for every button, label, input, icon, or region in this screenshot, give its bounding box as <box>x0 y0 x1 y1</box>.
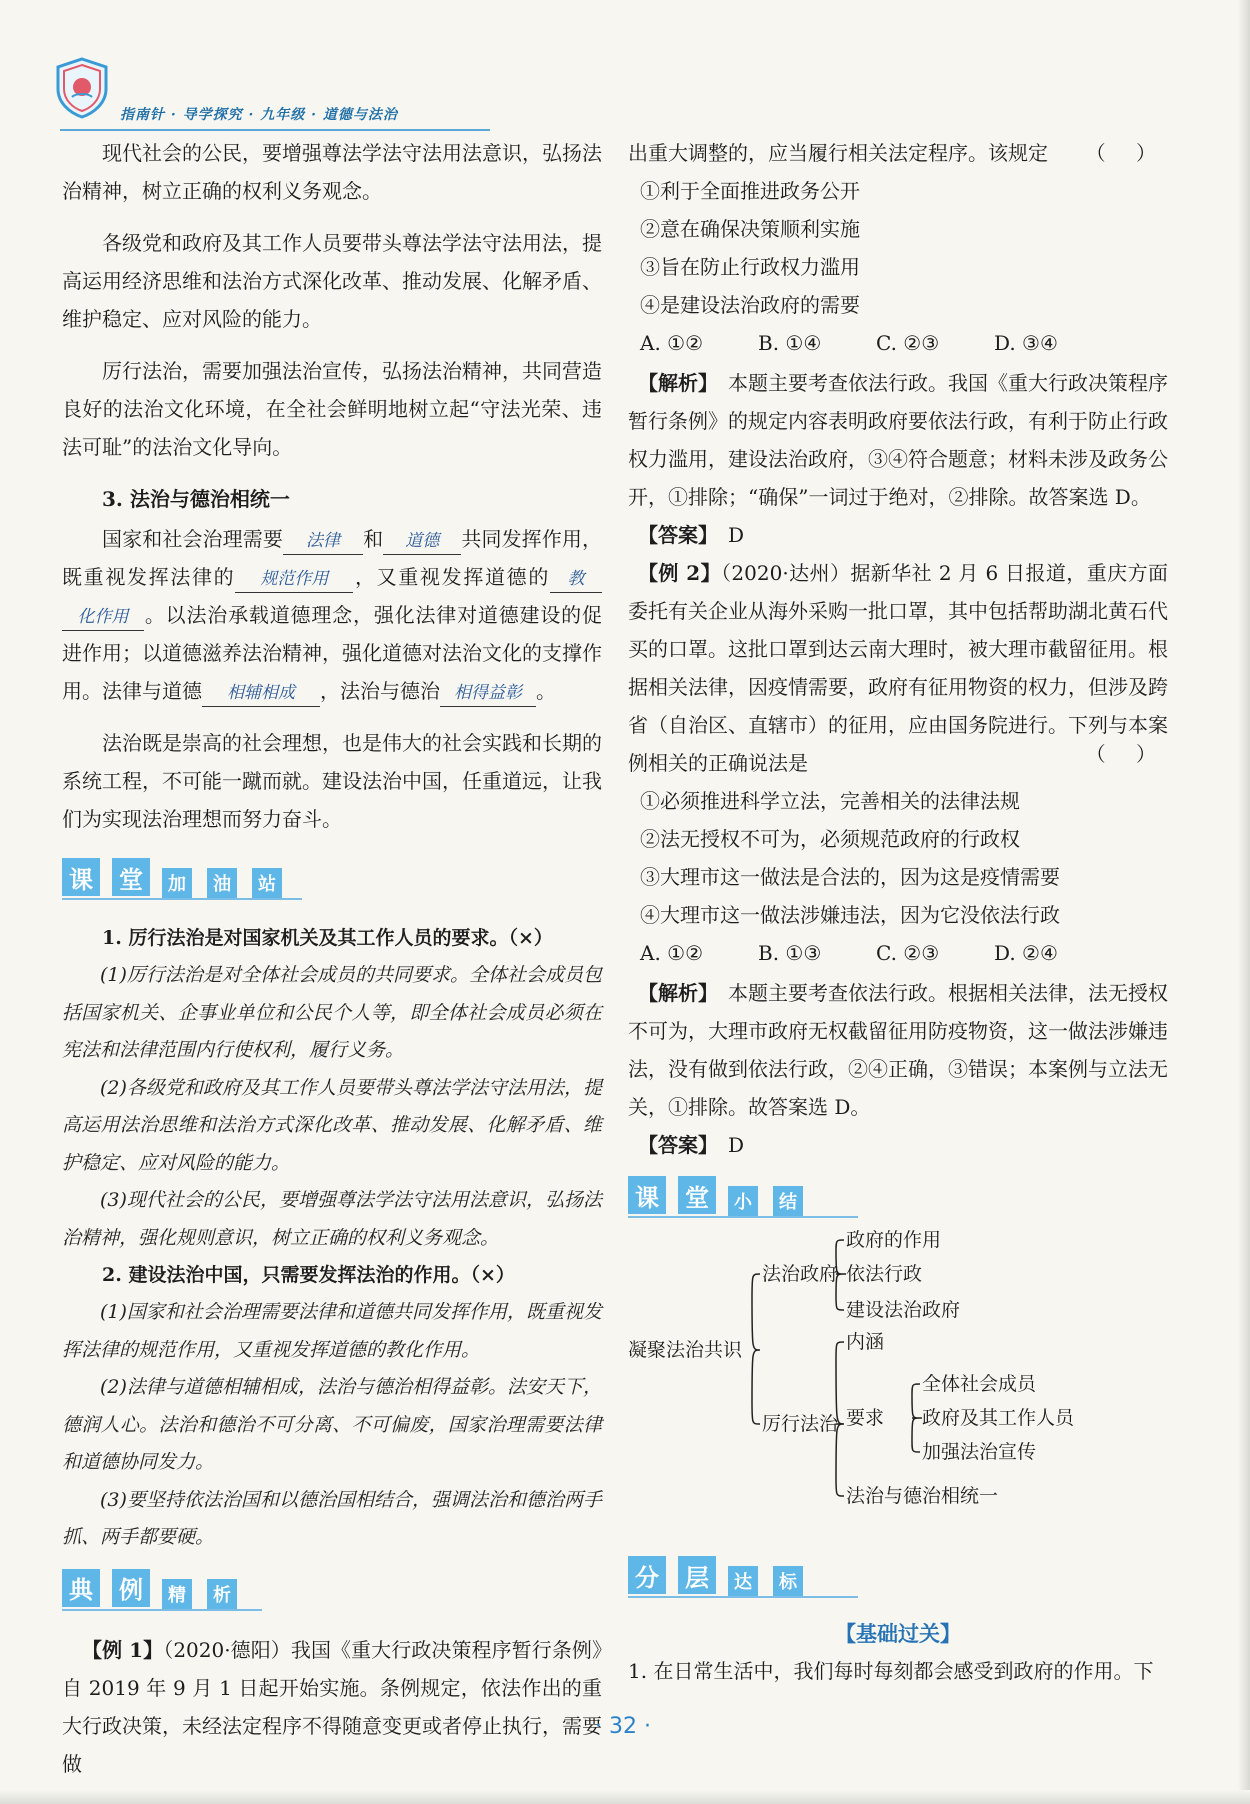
tree-node-rule: 厉行法治 <box>762 1413 839 1435</box>
tree-leaf: 政府的作用 <box>846 1229 942 1251</box>
choice: C. ②③ <box>876 331 940 355</box>
option: ④大理市这一做法涉嫌违法，因为它没依法行政 <box>640 903 1060 927</box>
answer-parenthesis: （ ） <box>1085 742 1168 766</box>
example-tag: 【例 1】 <box>82 1637 164 1662</box>
banner-tiered-goals <box>628 1552 1168 1608</box>
fill-in-paragraph: 国家和社会治理需要 法律 和 道德 共同发挥作用，既重视发挥法律的 规范作用 ，又重视发挥道德的 教化作用 。以法治承载道德理念，强化法律对道德建设的促进作用；以道德滋养法治精神，强化道德对法治文化的支撑作用。法律与道德 相辅相成 ，法治与德治 相得益彰 。 <box>62 520 602 710</box>
option-list <box>628 782 1168 934</box>
answer: 【答案】 D <box>638 1133 745 1157</box>
true-false-question: 2. 建设法治中国，只需要发挥法治的作用。（×） <box>102 1264 515 1286</box>
answer-parenthesis: （ ） <box>1085 141 1168 165</box>
banner-tile: 层 <box>678 1556 716 1594</box>
section-heading: 3. 法治与德治相统一 <box>102 487 290 511</box>
answer-tag: 【答案】 <box>638 1133 708 1157</box>
paragraph: 法治既是崇高的社会理想，也是伟大的社会实践和长期的系统工程，不可能一蹴而就。建设法治中国，任重道远，让我们为实现法治理想而努力奋斗。 <box>62 731 602 831</box>
option: ③大理市这一做法是合法的，因为这是疫情需要 <box>640 865 1060 889</box>
blank-answer: 道德 <box>383 528 461 555</box>
blank-answer: 化作用 <box>62 604 144 631</box>
banner-tile: 堂 <box>678 1176 716 1214</box>
option: ②法无授权不可为，必须规范政府的行政权 <box>640 827 1020 851</box>
banner-tile: 析 <box>207 1579 237 1609</box>
banner-class-summary <box>628 1172 1168 1228</box>
choice: D. ③④ <box>994 331 1058 355</box>
exercise-question: 1. 在日常生活中，我们每时每刻都会感受到政府的作用。下 <box>628 1659 1154 1683</box>
blank-answer: 规范作用 <box>235 566 353 593</box>
blank-answer: 相得益彰 <box>440 680 536 707</box>
tree-leaf: 加强法治宣传 <box>922 1441 1037 1463</box>
tree-leaf: 内涵 <box>846 1331 885 1353</box>
option: ②意在确保决策顺利实施 <box>640 217 860 241</box>
page-number: · 32 · <box>595 1714 651 1739</box>
example-question: 【例 2】（2020·达州）据新华社 2 月 6 日报道，重庆方面委托有关企业从海外采购一批口罩，其中包括帮助湖北黄石代买的口罩。这批口罩到达云南大理时，被大理市截留征用。根据相关法律，因疫情需要，政府有征用物资的权力，但涉及跨省（自治区、直辖市）的征用，应由国务院进行。下列与本案例相关的正确说法是 <box>628 561 1168 775</box>
option: ①利于全面推进政务公开 <box>640 179 860 203</box>
tree-leaf: 政府及其工作人员 <box>922 1407 1075 1429</box>
example-question: 【例 1】（2020·德阳）我国《重大行政决策程序暂行条例》自 2019 年 9 月 1 日起开始实施。条例规定，依法作出的重大行政决策，未经法定程序不得随意变更或者停止执行，需要做 <box>62 1637 602 1776</box>
handwritten-explanation: (2)法律与道德相辅相成，法治与德治相得益彰。法安天下，德润人心。法治和德治不可分离、不可偏废，国家治理需要法律和道德协同发力。 <box>62 1376 602 1473</box>
banner-tile: 典 <box>62 1569 100 1607</box>
answer: 【答案】 D <box>638 523 745 547</box>
banner-tile: 小 <box>728 1186 758 1216</box>
banner-tile: 加 <box>162 868 192 898</box>
tree-leaf: 全体社会成员 <box>922 1373 1037 1395</box>
handwritten-explanation: (3)要坚持依法治国和以德治国相结合，强调法治和德治两手抓、两手都要硬。 <box>62 1488 602 1548</box>
answer-tag: 【答案】 <box>638 523 708 547</box>
option: ③旨在防止行政权力滥用 <box>640 255 860 279</box>
compass-logo-icon <box>50 55 114 119</box>
tree-node-requirements: 要求 <box>846 1407 885 1429</box>
summary-tree <box>628 1229 1168 1538</box>
section-subheading: 【基础过关】 <box>835 1621 961 1646</box>
page-bottom-shadow <box>0 1790 1250 1804</box>
analysis: 【解析】 本题主要考查依法行政。我国《重大行政决策程序暂行条例》的规定内容表明政府要依法行政，有利于防止行政权力滥用，建设法治政府，③④符合题意；材料未涉及政务公开，①排除；“确保”一词过于绝对，②排除。故答案选 D。 <box>628 371 1168 509</box>
choice: C. ②③ <box>876 941 940 965</box>
paragraph: 厉行法治，需要加强法治宣传，弘扬法治精神，共同营造良好的法治文化环境，在全社会鲜明地树立起“守法光荣、违法可耻”的法治文化导向。 <box>62 359 602 459</box>
page-edge-shadow <box>1238 0 1250 1804</box>
choice-row <box>628 934 1168 972</box>
blank-answer: 教 <box>550 566 602 593</box>
right-column <box>628 140 1168 1690</box>
banner-tile: 结 <box>773 1186 803 1216</box>
choice-row <box>628 324 1168 362</box>
choice: A. ①② <box>640 941 704 965</box>
banner-tile: 精 <box>162 1579 192 1609</box>
running-head: 指南针 · 导学探究 · 九年级 · 道德与法治 <box>120 107 398 123</box>
choice: A. ①② <box>640 331 704 355</box>
analysis-tag: 【解析】 <box>638 981 708 1005</box>
tree-leaf: 依法行政 <box>846 1263 923 1285</box>
banner-tile: 油 <box>207 868 237 898</box>
tree-node-gov: 法治政府 <box>762 1263 839 1285</box>
true-false-question: 1. 厉行法治是对国家机关及其工作人员的要求。（×） <box>102 927 553 949</box>
option-list <box>628 172 1168 324</box>
example-tag: 【例 2】 <box>638 561 721 585</box>
analysis-tag: 【解析】 <box>638 371 708 395</box>
banner-tile: 分 <box>628 1556 666 1594</box>
paragraph: 各级党和政府及其工作人员要带头尊法学法守法用法，提高运用经济思维和法治方式深化改革、推动发展、化解矛盾、维护稳定、应对风险的能力。 <box>62 231 602 331</box>
handwritten-explanation: (1)厉行法治是对全体社会成员的共同要求。全体社会成员包括国家机关、企事业单位和公民个人等，即全体社会成员必须在宪法和法律范围内行使权利，履行义务。 <box>62 964 602 1061</box>
banner-tile: 站 <box>252 868 282 898</box>
banner-tile: 标 <box>773 1566 803 1596</box>
tree-root: 凝聚法治共识 <box>628 1339 743 1361</box>
banner-typical-examples <box>62 1565 602 1621</box>
blank-answer: 法律 <box>283 528 363 555</box>
tree-leaf: 建设法治政府 <box>846 1299 961 1321</box>
tree-leaf: 法治与德治相统一 <box>846 1485 999 1507</box>
choice: D. ②④ <box>994 941 1058 965</box>
handwritten-explanation: (2)各级党和政府及其工作人员要带头尊法学法守法用法，提高运用法治思维和法治方式深化改革、推动发展、化解矛盾、维护稳定、应对风险的能力。 <box>62 1076 602 1174</box>
header-rule <box>60 129 490 131</box>
banner-tile: 课 <box>628 1176 666 1214</box>
banner-classroom-boost <box>62 854 602 910</box>
example-question-continued: 出重大调整的，应当履行相关法定程序。该规定 （ ） <box>628 134 1168 172</box>
handwritten-explanation: (1)国家和社会治理需要法律和道德共同发挥作用，既重视发挥法律的规范作用，又重视发挥道德的教化作用。 <box>62 1301 602 1361</box>
banner-tile: 课 <box>62 858 100 896</box>
blank-answer: 相辅相成 <box>202 680 320 707</box>
banner-tile: 例 <box>112 1569 150 1607</box>
option: ④是建设法治政府的需要 <box>640 293 860 317</box>
banner-tile: 达 <box>728 1566 758 1596</box>
choice: B. ①④ <box>758 331 822 355</box>
choice: B. ①③ <box>758 941 822 965</box>
option: ①必须推进科学立法，完善相关的法律法规 <box>640 789 1020 813</box>
analysis: 【解析】 本题主要考查依法行政。根据相关法律，法无授权不可为，大理市政府无权截留征用防疫物资，这一做法涉嫌违法，没有做到依法行政，②④正确，③错误；本案例与立法无关，①排除。故答案选 D。 <box>628 981 1168 1119</box>
handwritten-explanation: (3)现代社会的公民，要增强尊法学法守法用法意识，弘扬法治精神，强化规则意识，树立正确的权利义务观念。 <box>62 1189 602 1249</box>
banner-tile: 堂 <box>112 858 150 896</box>
left-column <box>62 140 602 1783</box>
paragraph: 现代社会的公民，要增强尊法学法守法用法意识，弘扬法治精神，树立正确的权利义务观念。 <box>62 141 602 203</box>
